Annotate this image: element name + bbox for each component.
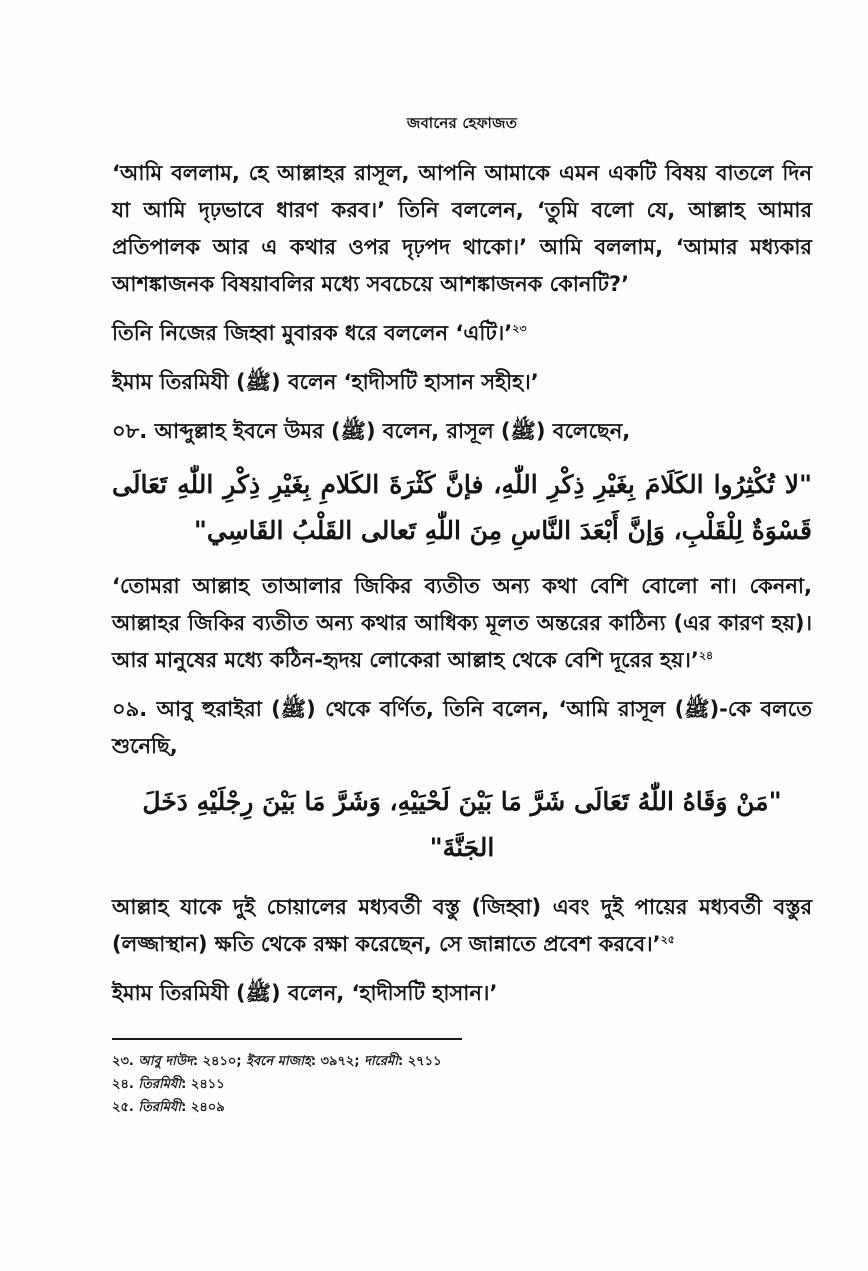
running-head: জবানের হেফাজত <box>406 114 518 132</box>
paragraph-2 <box>112 315 812 352</box>
footnote-source: তিরমিযী <box>138 1077 182 1092</box>
arabic-hadith-08: "لا تُكْثِرُوا الكَلَامَ بِغَيْرِ ذِكْرِ اللّٰهِ، فإنَّ كَثْرَةَ الكَلامِ بِغَيْرِ ذِكْرِ اللّٰهِ تَعَالَى قَسْوَةٌ لِلْقَلْبِ، وَإنَّ أَبْعَدَ النَّاسِ مِنَ اللّٰهِ تَعالى القَلْبُ القَاسِي" <box>112 470 812 545</box>
footnote-divider <box>112 1038 462 1040</box>
footnote-source: আবু দাউদ <box>138 1054 193 1069</box>
paragraph-2-text: তিনি নিজের জিহ্বা মুবারক ধরে বললেন ‘এটি।’ <box>112 321 513 345</box>
hadith-09-translation-text: আল্লাহ যাকে দুই চোয়ালের মধ্যবর্তী বস্তু (জিহ্বা) এবং দুই পায়ের মধ্যবর্তী বস্তুর (লজ্জাস্থান) ক্ষতি থেকে রক্ষা করেছেন, সে জান্নাতে প্রবেশ করবে।’ <box>112 895 812 956</box>
footnote-ref: : ২৪১১ <box>181 1077 225 1092</box>
arabic-hadith-09: "مَنْ وَقَاهُ اللّٰهُ تَعَالَى شَرَّ مَا بَيْنَ لَحْيَيْهِ، وَشَرَّ مَا بَيْنَ رِجْلَيْهِ دَخَلَ الجَنَّةَ" <box>142 787 782 862</box>
footnote-source: ইবনে মাজাহ <box>246 1054 311 1069</box>
footnote-source: দারেমী <box>364 1054 398 1069</box>
footnote-25 <box>112 1096 812 1119</box>
footnote-source: তিরমিযী <box>138 1100 182 1115</box>
hadith-08-translation-text: ‘তোমরা আল্লাহ তাআলার জিকির ব্যতীত অন্য কথা বেশি বোলো না। কেননা, আল্লাহর জিকির ব্যতীত অন্য কথার আধিক্য মূলত অন্তরের কাঠিন্য (এর কারণ হয়)। আর মানুষের মধ্যে কঠিন-হৃদয় লোকেরা আল্লাহ থেকে বেশি দূরের হয়।’ <box>112 574 812 672</box>
hadith-08-translation <box>112 568 812 679</box>
footnote-ref: : ৩৯৭২; <box>310 1054 365 1069</box>
paragraph-8: ইমাম তিরমিযী (ﷺ) বলেন, ‘হাদীসটি হাসান।’ <box>112 981 498 1005</box>
footnote-24 <box>112 1073 812 1096</box>
footnote-number: ২৩. <box>112 1054 134 1069</box>
footnote-ref-23: ২৩ <box>512 322 527 335</box>
footnote-number: ২৪. <box>112 1077 134 1092</box>
paragraph-3: ইমাম তিরমিযী (ﷺ) বলেন ‘হাদীসটি হাসান সহীহ।’ <box>112 370 539 394</box>
hadith-08-intro: ০৮. আব্দুল্লাহ ইবনে উমর (ﷺ) বলেন, রাসূল (ﷺ) বলেছেন, <box>112 419 631 443</box>
footnote-ref: : ২৪০৯ <box>181 1100 225 1115</box>
footnote-number: ২৫. <box>112 1100 134 1115</box>
footnote-23 <box>112 1050 812 1073</box>
hadith-09-translation <box>112 889 812 963</box>
hadith-09-intro: ০৯. আবু হুরাইরা (ﷺ) থেকে বর্ণিত, তিনি বলেন, ‘আমি রাসূল (ﷺ)-কে বলতে শুনেছি, <box>112 697 812 758</box>
footnote-ref-25: ২৫ <box>660 933 675 946</box>
paragraph-1: ‘আমি বললাম, হে আল্লাহর রাসূল, আপনি আমাকে এমন একটি বিষয় বাতলে দিন যা আমি দৃঢ়ভাবে ধারণ করব।’ তিনি বললেন, ‘তুমি বলো যে, আল্লাহ আমার প্রতিপালক আর এ কথার ওপর দৃঢ়পদ থাকো।’ আমি বললাম, ‘আমার মধ্যকার আশঙ্কাজনক বিষয়াবলির মধ্যে সবচেয়ে আশঙ্কাজনক কোনটি?’ <box>112 161 812 296</box>
footnote-ref: : ২৭১১ <box>398 1054 442 1069</box>
footnote-ref: : ২৪১০; <box>192 1054 247 1069</box>
footnote-ref-24: ২৪ <box>698 649 714 662</box>
